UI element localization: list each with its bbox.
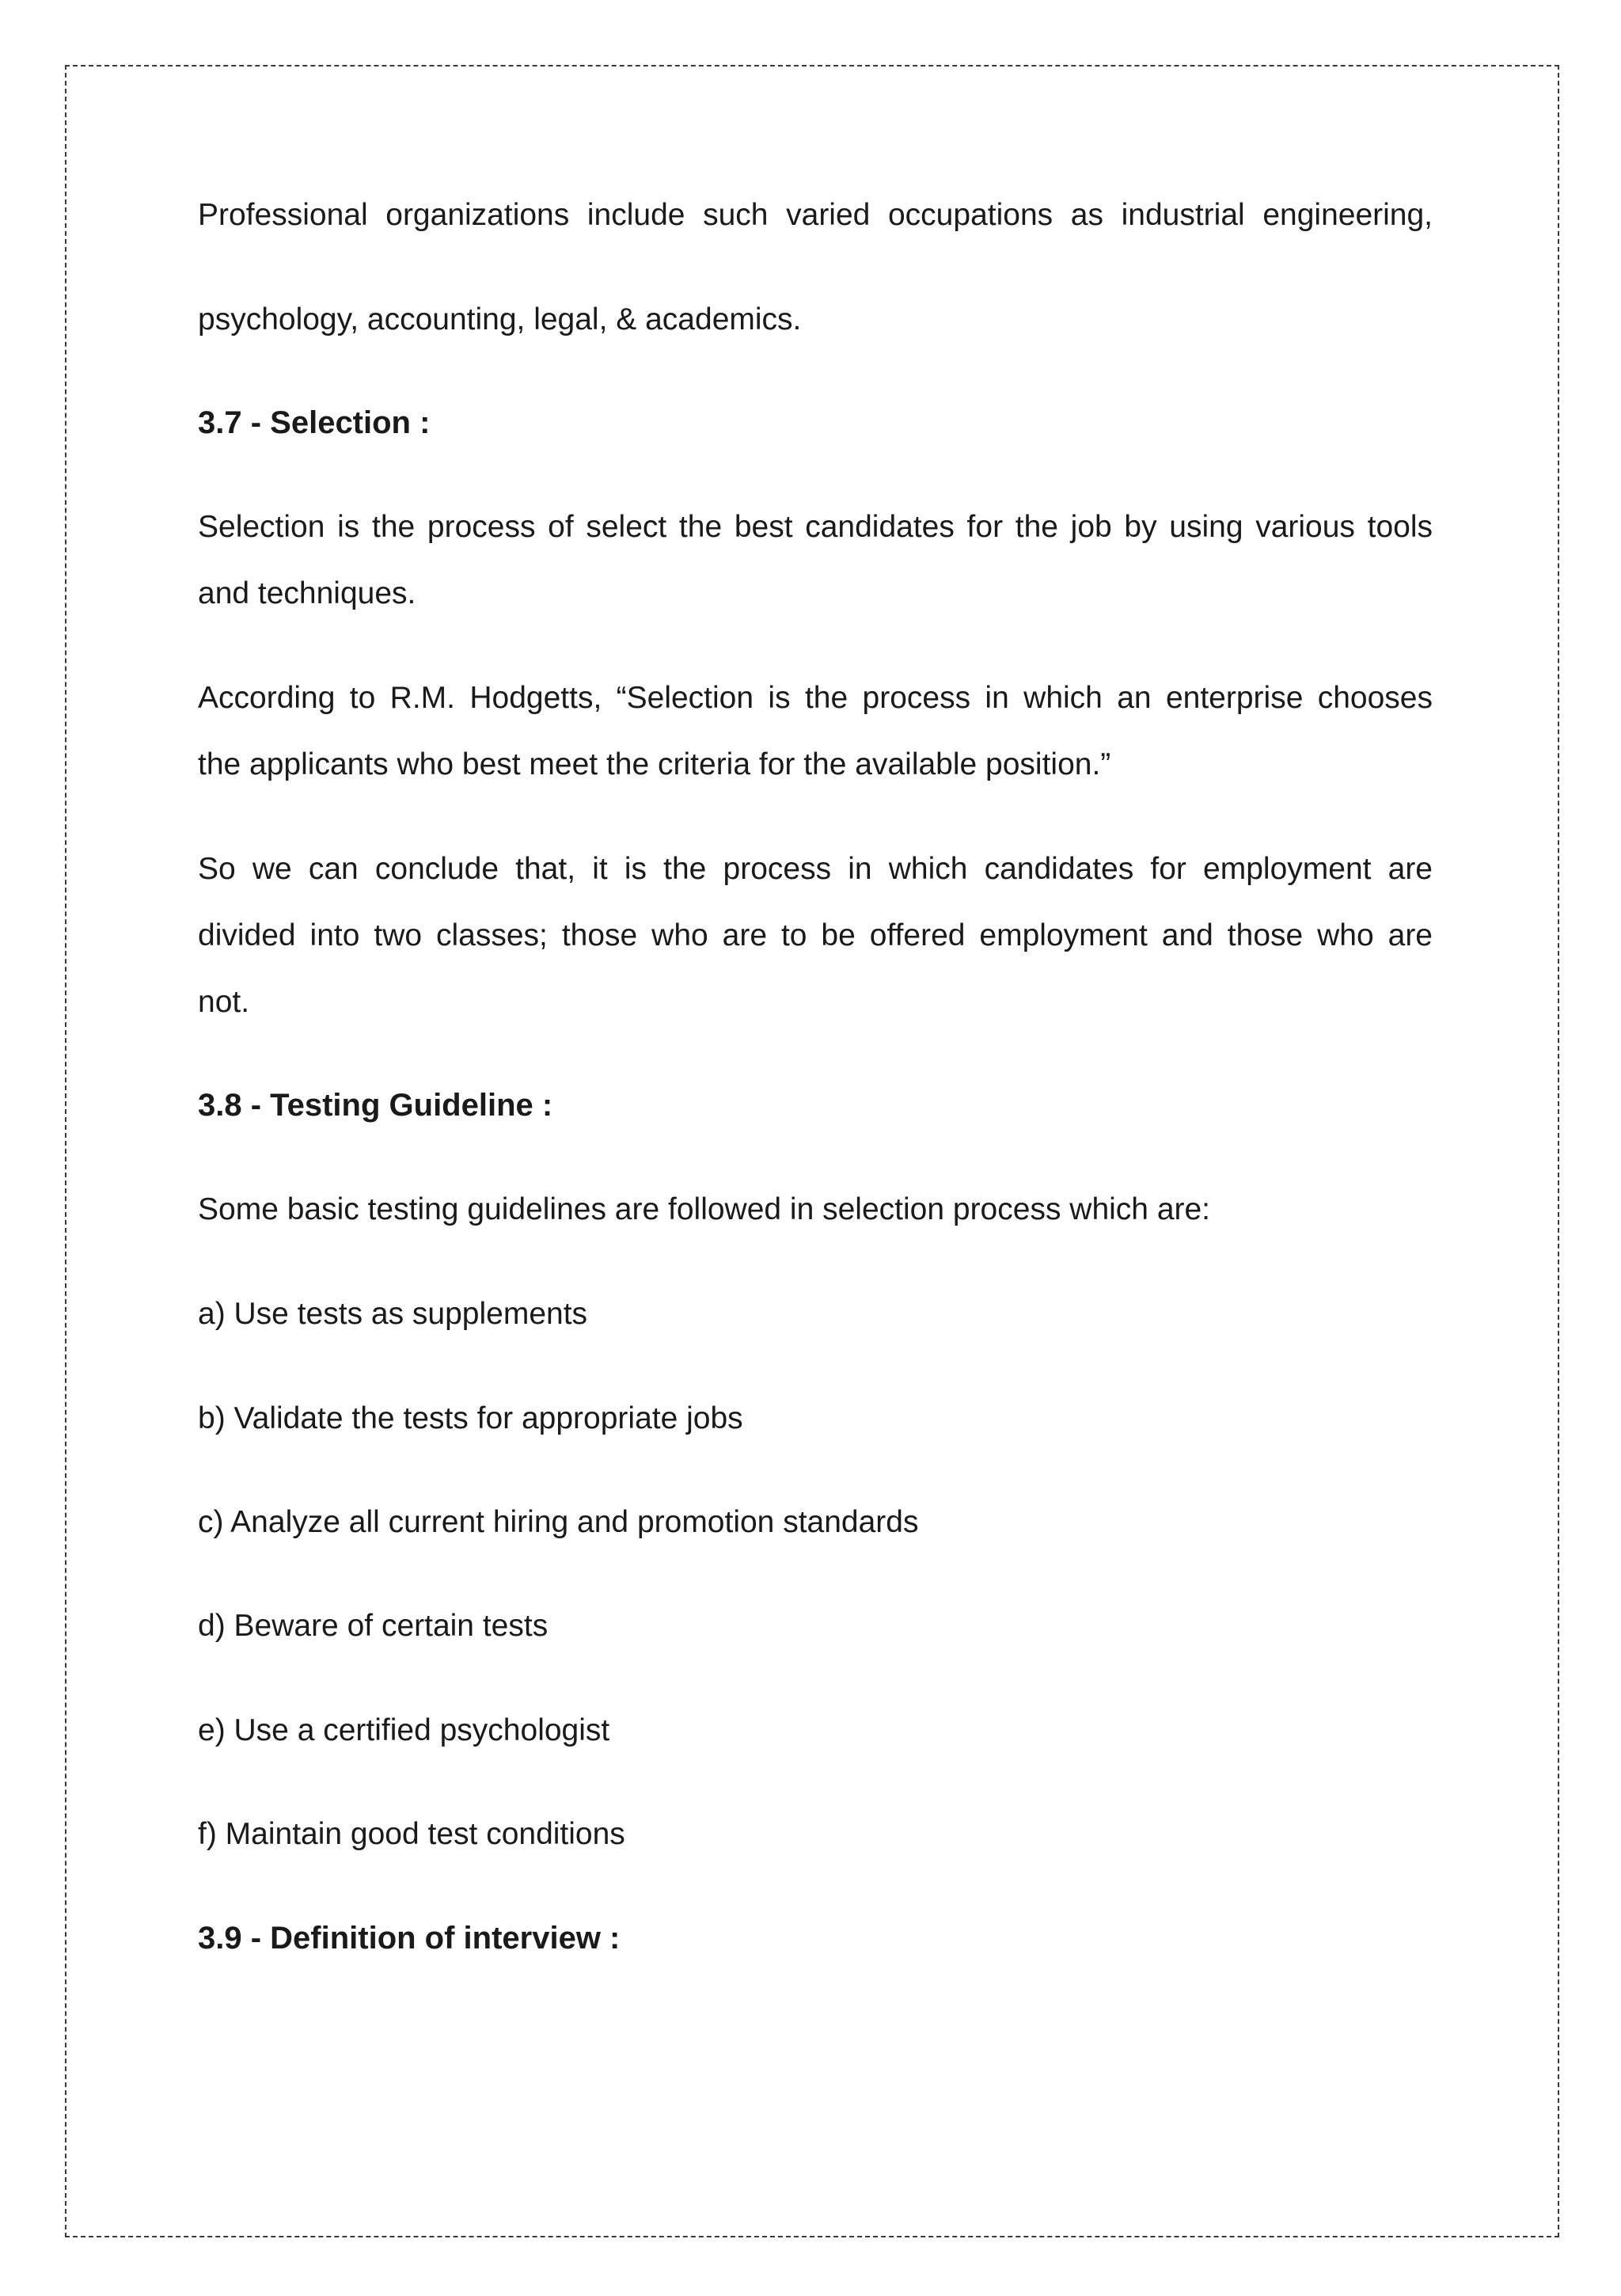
list-item: b) Validate the tests for appropriate jobs bbox=[198, 1401, 743, 1435]
list-item: a) Use tests as supplements bbox=[198, 1297, 588, 1331]
selection-para-3-line-2: divided into two classes; those who are to be offered employment and those who are bbox=[198, 918, 1433, 952]
selection-para-1-line-2: and techniques. bbox=[198, 576, 416, 610]
testing-intro: Some basic testing guidelines are followed in selection process which are: bbox=[198, 1192, 1211, 1226]
section-heading-3-8: 3.8 - Testing Guideline : bbox=[198, 1088, 553, 1123]
list-item: c) Analyze all current hiring and promotion standards bbox=[198, 1505, 919, 1539]
list-item: f) Maintain good test conditions bbox=[198, 1817, 625, 1851]
list-item: d) Beware of certain tests bbox=[198, 1609, 549, 1643]
selection-para-3-line-3: not. bbox=[198, 985, 250, 1019]
section-heading-3-9: 3.9 - Definition of interview : bbox=[198, 1921, 621, 1956]
selection-para-2-line-2: the applicants who best meet the criteria for the available position.” bbox=[198, 747, 1111, 781]
selection-para-3-line-1: So we can conclude that, it is the process in which candidates for employment are bbox=[198, 852, 1433, 886]
page-border bbox=[65, 65, 1559, 2237]
selection-para-2-line-1: According to R.M. Hodgetts, “Selection is the process in which an enterprise chooses bbox=[198, 681, 1433, 715]
section-heading-3-7: 3.7 - Selection : bbox=[198, 405, 431, 440]
intro-line-1: Professional organizations include such varied occupations as industrial engineering, bbox=[198, 198, 1433, 232]
selection-para-1-line-1: Selection is the process of select the best candidates for the job by using various tools bbox=[198, 510, 1433, 544]
intro-line-2: psychology, accounting, legal, & academics. bbox=[198, 302, 802, 336]
list-item: e) Use a certified psychologist bbox=[198, 1713, 610, 1747]
